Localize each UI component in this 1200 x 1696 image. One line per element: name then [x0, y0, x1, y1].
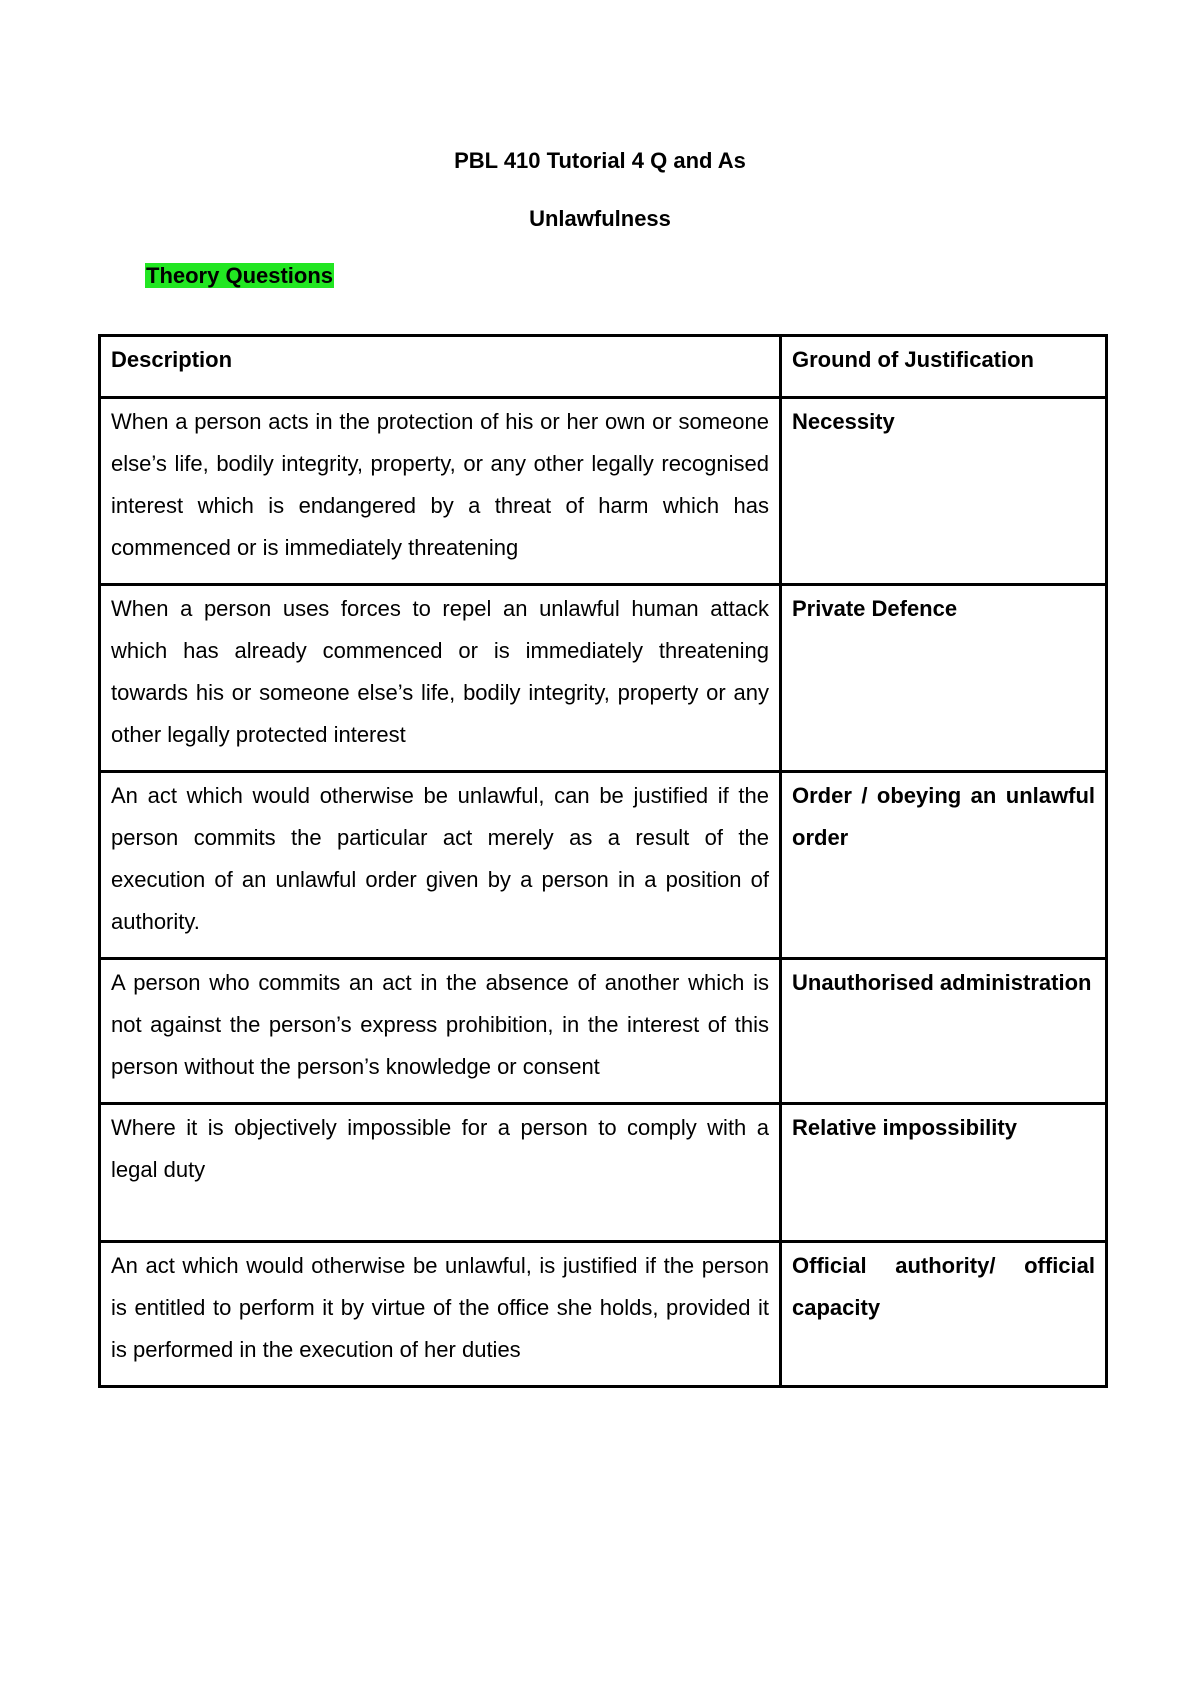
highlighted-section-label: Theory Questions [146, 263, 334, 288]
row-ground: Private Defence [781, 585, 1107, 772]
table-row [100, 1242, 1107, 1387]
table-row [100, 585, 1107, 772]
row-ground: Official authority/ official capacity [781, 1242, 1107, 1387]
row-description: Where it is objectively impossible for a person to comply with a legal duty [100, 1104, 781, 1242]
row-ground: Necessity [781, 398, 1107, 585]
row-description: When a person acts in the protection of his or her own or someone else’s life, bodily integrity, property, or any other legally recognised interest which is endangered by a threat of harm which has commenced or is immediately threatening [100, 398, 781, 585]
table-header-row [100, 336, 1107, 398]
table-row [100, 1104, 1107, 1242]
document-title: PBL 410 Tutorial 4 Q and As [454, 148, 746, 173]
row-description: A person who commits an act in the absence of another which is not against the person’s express prohibition, in the interest of this person without the person’s knowledge or consent [100, 959, 781, 1104]
document-subtitle: Unlawfulness [529, 206, 671, 231]
row-description: An act which would otherwise be unlawful, can be justified if the person commits the particular act merely as a result of the execution of an unlawful order given by a person in a position of authority. [100, 772, 781, 959]
column-header-description: Description [100, 336, 781, 398]
table-row [100, 959, 1107, 1104]
table-row [100, 398, 1107, 585]
row-ground: Unauthorised administration [781, 959, 1107, 1104]
row-ground: Relative impossibility [781, 1104, 1107, 1242]
row-description: When a person uses forces to repel an unlawful human attack which has already commenced or is immediately threatening towards his or someone else’s life, bodily integrity, property or any other legally protected interest [100, 585, 781, 772]
row-ground: Order / obeying an unlawful order [781, 772, 1107, 959]
justification-table [98, 334, 1108, 1388]
row-description: An act which would otherwise be unlawful, is justified if the person is entitled to perform it by virtue of the office she holds, provided it is performed in the execution of her duties [100, 1242, 781, 1387]
section-heading [145, 262, 334, 290]
column-header-ground: Ground of Justification [781, 336, 1107, 398]
table-row [100, 772, 1107, 959]
